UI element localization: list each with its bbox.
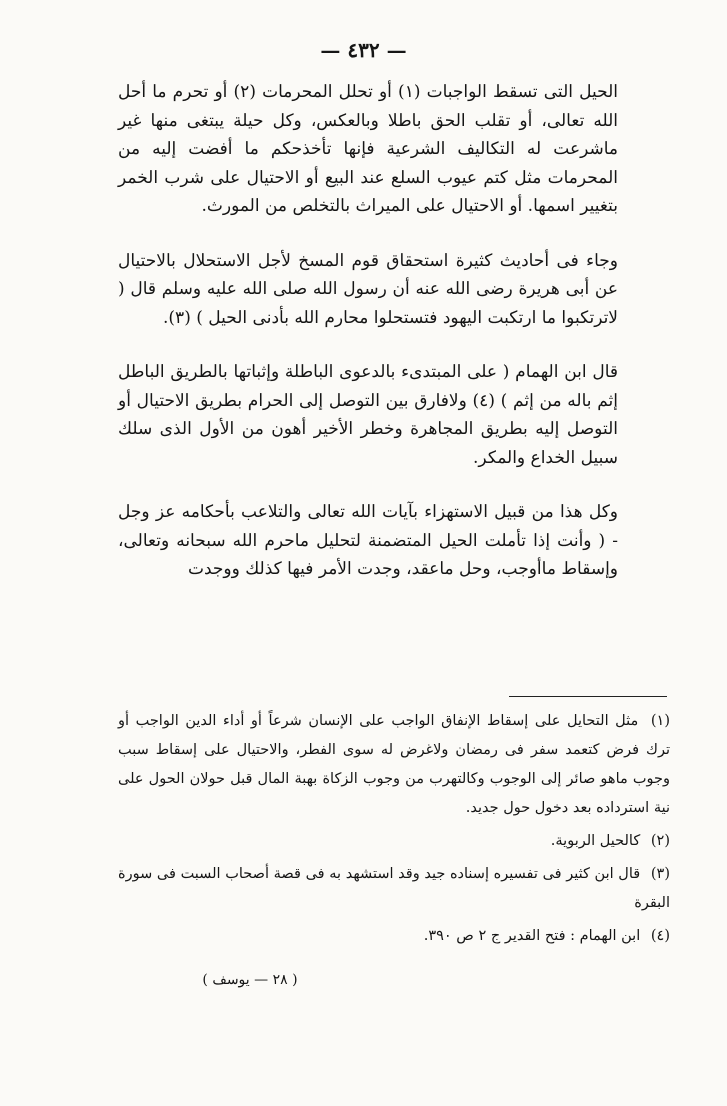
footnotes	[118, 707, 670, 955]
footnote-mark: (٤)	[650, 928, 670, 944]
paragraph: وجاء فى أحاديث كثيرة استحقاق قوم المسخ لأجل الاستحلال بالاحتيال عن أبى هريرة رضى الله عنه أن رسول الله صلى الله عليه وسلم قال ( لاترتكبوا ما ارتكبت اليهود فتستحلوا محارم الله بأدنى الحيل ) (٣).	[118, 250, 618, 328]
footnote-mark: (٢)	[650, 833, 670, 849]
page-number: — ٤٣٢ —	[320, 38, 407, 62]
footnote-divider	[509, 696, 667, 697]
footnote-mark: (٣)	[650, 866, 670, 882]
footnote-text: كالحيل الربوية.	[550, 833, 641, 849]
paragraph: وكل هذا من قبيل الاستهزاء بآيات الله تعالى والتلاعب بأحكامه عز وجل - ( وأنت إذا تأملت الحيل المتضمنة لتحليل ماحرم الله سبحانه وتعالى، وإسقاط ماأوجب، وحل ماعقد، وجدت الأمر فيها كذلك ووجدت	[118, 502, 618, 579]
main-text	[118, 78, 618, 584]
footnote-item	[118, 860, 670, 918]
paragraph: قال ابن الهمام ( على المبتدىء بالدعوى الباطلة وإثباتها بالطريق الباطل إثم باله من إثم ) (٤) ولافارق بين التوصل إلى الحرام بطريق الاحتيال أو التوصل إليه بطريق المجاهرة وخطر الأخير أهون من الأول الذى سلك سبيل الخداع والمكر.	[118, 362, 618, 468]
paragraph: الحيل التى تسقط الواجبات (١) أو تحلل المحرمات (٢) أو تحرم ما أحل الله تعالى، أو تقلب الحق باطلا وبالعكس، وكل حيلة يبتغى منها غير ماشرعت له التكاليف الشرعية فإنها تأخذحكم ما أفضت إليه من المحرمات مثل كتم عيوب السلع عند البيع أو الاحتيال على شرب الخمر بتغيير اسمها. أو الاحتيال على الميراث بالتخلص من المورث.	[118, 82, 618, 216]
footnote-item	[118, 827, 670, 856]
footnote-text: مثل التحايل على إسقاط الإنفاق الواجب على الإنسان شرعاً أو أداء الدين الواجب أو ترك فرض كتعمد سفر فى رمضان ولاغرض له سوى الفطر، والاحتيال على إسقاط سبب وجوب ماهو صائر إلى الوجوب وكالتهرب من وجوب الزكاة بهبة المال قبل حولان الحول على نية استرداده بعد دخول حول جديد.	[118, 713, 670, 816]
footnote-mark: (١)	[650, 713, 671, 729]
footnote-item	[118, 707, 670, 823]
footnote-item	[118, 922, 670, 951]
footnote-text: قال ابن كثير فى تفسيره إسناده جيد وقد استشهد به فى قصة أصحاب السبت فى سورة البقرة	[118, 866, 670, 911]
printer-signature: ( ٢٨ — يوسف )	[202, 972, 298, 988]
footnote-text: ابن الهمام : فتح القدير ج ٢ ص ٣٩٠.	[423, 928, 641, 944]
